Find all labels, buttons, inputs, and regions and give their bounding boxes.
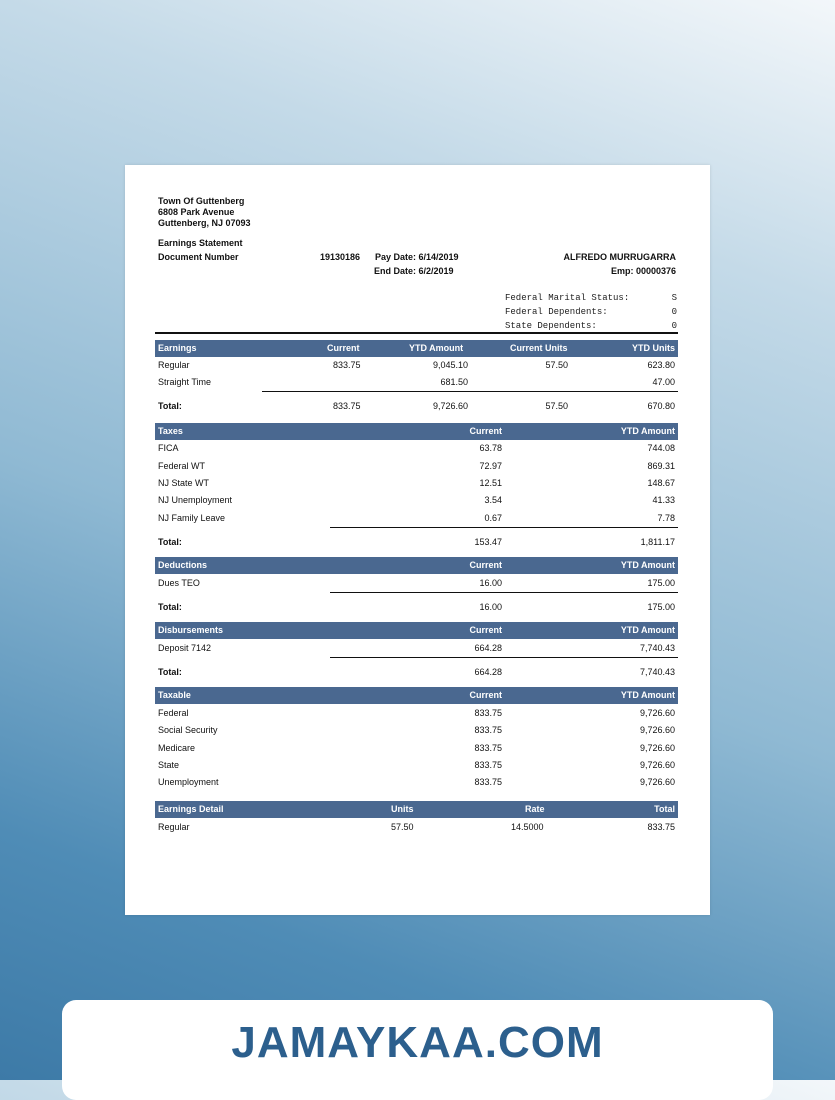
row-current: 12.51 (479, 478, 502, 488)
row-rate: 14.5000 (511, 822, 544, 832)
row-current: 833.75 (474, 777, 502, 787)
document-number: 19130186 (320, 252, 361, 262)
withholding-value: 0 (671, 307, 677, 317)
total-ytd-units: 670.80 (647, 401, 675, 411)
total-ytd: 1,811.17 (640, 537, 675, 547)
taxable-header-bar (155, 687, 678, 704)
row-ytd: 41.33 (652, 495, 675, 505)
total-ytd: 9,726.60 (432, 401, 468, 411)
row-label: Unemployment (158, 777, 219, 787)
total-divider (262, 391, 678, 392)
earnings-detail-header-bar (155, 801, 678, 818)
row-ytd-units: 47.00 (652, 377, 675, 387)
row-label: NJ Family Leave (158, 513, 226, 523)
table-row (155, 358, 678, 372)
column-header: Taxable (158, 690, 191, 700)
row-ytd: 744.08 (647, 443, 675, 453)
withholding-value: 0 (671, 321, 677, 331)
row-current: 3.54 (484, 495, 502, 505)
row-ytd: 175.00 (647, 578, 675, 588)
total-row (155, 535, 678, 549)
table-row (155, 459, 678, 473)
taxes-header-bar (155, 423, 678, 440)
row-ytd: 9,726.60 (639, 777, 675, 787)
row-current: 63.78 (479, 443, 502, 453)
employee-name: ALFREDO MURRUGARRA (563, 252, 676, 262)
row-ytd: 9,045.10 (432, 360, 468, 370)
column-header: YTD Amount (620, 625, 675, 635)
column-header: Earnings Detail (158, 804, 224, 814)
withholding-label: State Dependents: (505, 321, 597, 331)
column-header: Earnings (158, 343, 197, 353)
watermark-text: JAMAYKAA.COM (231, 1018, 604, 1067)
total-label: Total: (158, 537, 182, 547)
row-current: 664.28 (474, 643, 502, 653)
row-label: State (158, 760, 180, 770)
row-ytd: 869.31 (647, 461, 675, 471)
table-row (155, 775, 678, 789)
total-divider (330, 657, 678, 658)
row-label: NJ State WT (158, 478, 210, 488)
withholding-label: Federal Dependents: (505, 307, 608, 317)
column-header: Current (469, 690, 502, 700)
table-row (155, 641, 678, 655)
column-header: Current (469, 560, 502, 570)
end-date: End Date: 6/2/2019 (374, 266, 454, 276)
row-total: 833.75 (647, 822, 675, 832)
table-row (155, 758, 678, 772)
column-header: Current (327, 343, 360, 353)
total-label: Total: (158, 401, 182, 411)
row-label: FICA (158, 443, 179, 453)
pay-stub-document (125, 165, 710, 915)
row-label: Social Security (158, 725, 218, 735)
total-divider (330, 527, 678, 528)
column-header: YTD Units (631, 343, 675, 353)
earnings-header-bar (155, 340, 678, 357)
row-label: Dues TEO (158, 578, 200, 588)
table-row (155, 493, 678, 507)
column-header: Taxes (158, 426, 183, 436)
row-ytd: 7.78 (657, 513, 675, 523)
total-ytd: 7,740.43 (639, 667, 675, 677)
total-current: 16.00 (479, 602, 502, 612)
row-label: Deposit 7142 (158, 643, 212, 653)
employer-name: Town Of Guttenberg (158, 196, 245, 206)
row-ytd: 681.50 (440, 377, 468, 387)
column-header: YTD Amount (620, 426, 675, 436)
column-header: Current (469, 426, 502, 436)
row-current: 833.75 (474, 708, 502, 718)
total-ytd: 175.00 (647, 602, 675, 612)
column-header: Units (391, 804, 414, 814)
row-units: 57.50 (391, 822, 414, 832)
watermark-banner (62, 1000, 773, 1100)
row-ytd-units: 623.80 (647, 360, 675, 370)
table-row (155, 476, 678, 490)
total-divider (330, 592, 678, 593)
column-header: Deductions (158, 560, 208, 570)
row-current: 833.75 (333, 360, 361, 370)
table-row (155, 706, 678, 720)
total-current: 664.28 (474, 667, 502, 677)
withholding-label: Federal Marital Status: (505, 293, 630, 303)
row-current: 16.00 (479, 578, 502, 588)
row-ytd: 148.67 (647, 478, 675, 488)
row-ytd: 9,726.60 (639, 760, 675, 770)
table-row (155, 375, 678, 389)
table-row (155, 723, 678, 737)
row-current: 0.67 (484, 513, 502, 523)
column-header: Current (469, 625, 502, 635)
disbursements-header-bar (155, 622, 678, 639)
total-label: Total: (158, 667, 182, 677)
total-units: 57.50 (545, 401, 568, 411)
column-header: Current Units (510, 343, 568, 353)
row-current: 833.75 (474, 743, 502, 753)
deductions-header-bar (155, 557, 678, 574)
column-header: YTD Amount (409, 343, 464, 353)
row-label: Regular (158, 360, 190, 370)
employee-id: Emp: 00000376 (610, 266, 676, 276)
statement-title: Earnings Statement (158, 238, 243, 248)
column-header: Total (654, 804, 675, 814)
row-label: Regular (158, 822, 190, 832)
column-header: YTD Amount (620, 560, 675, 570)
column-header: Disbursements (158, 625, 224, 635)
row-label: Federal WT (158, 461, 206, 471)
header-divider (155, 332, 678, 334)
pay-date: Pay Date: 6/14/2019 (375, 252, 459, 262)
total-row (155, 600, 678, 614)
total-label: Total: (158, 602, 182, 612)
row-units: 57.50 (545, 360, 568, 370)
row-current: 833.75 (474, 760, 502, 770)
column-header: YTD Amount (620, 690, 675, 700)
row-ytd: 9,726.60 (639, 708, 675, 718)
withholding-value: S (671, 293, 677, 303)
table-row (155, 511, 678, 525)
employer-address-line1: 6808 Park Avenue (158, 207, 235, 217)
row-label: Medicare (158, 743, 196, 753)
total-row (155, 399, 678, 413)
row-label: Straight Time (158, 377, 212, 387)
table-row (155, 820, 678, 834)
row-current: 833.75 (474, 725, 502, 735)
total-row (155, 665, 678, 679)
row-current: 72.97 (479, 461, 502, 471)
total-current: 833.75 (333, 401, 361, 411)
table-row (155, 741, 678, 755)
table-row (155, 441, 678, 455)
row-ytd: 9,726.60 (639, 725, 675, 735)
column-header: Rate (525, 804, 545, 814)
total-current: 153.47 (474, 537, 502, 547)
employer-address-line2: Guttenberg, NJ 07093 (158, 218, 251, 228)
table-row (155, 576, 678, 590)
row-ytd: 7,740.43 (639, 643, 675, 653)
document-number-label: Document Number (158, 252, 239, 262)
row-label: NJ Unemployment (158, 495, 233, 505)
row-ytd: 9,726.60 (639, 743, 675, 753)
row-label: Federal (158, 708, 189, 718)
